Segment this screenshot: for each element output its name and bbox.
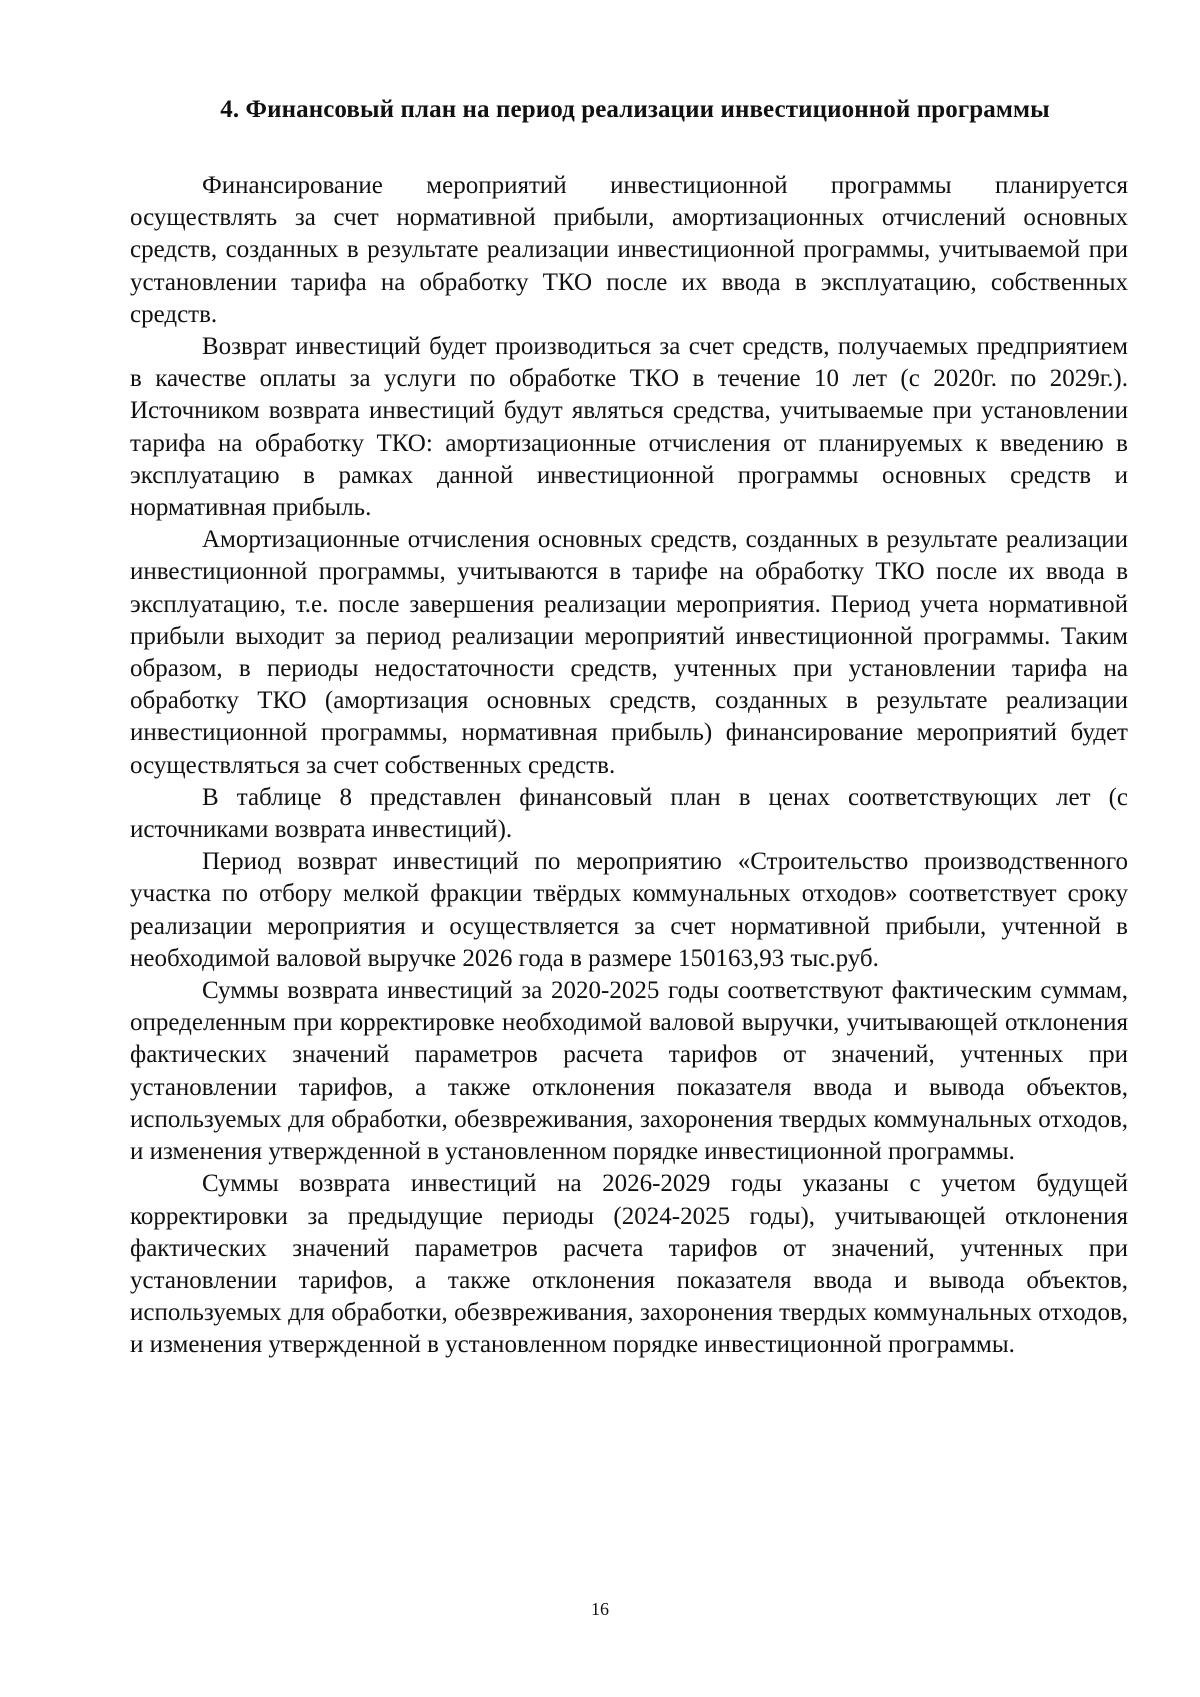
paragraph-return-period: Период возврат инвестиций по мероприятию «Строительство производственного участка по отбору мелкой фракции твёрдых коммунальных отходов» соответствует сроку реализации мероприятия и осуществляется за счет нормативной прибыли, учтенной в необходимой валовой выручке 2026 года в размере 150163,93 тыс.руб. <box>130 848 1128 972</box>
paragraph-financing-sources: Финансирование мероприятий инвестиционной программы планируется осуществлять за счет нормативной прибыли, амортизационных отчислений основных средств, созданных в результате реализации инвестиционной программы, учитываемой при установлении тарифа на обработку ТКО после их ввода в эксплуатацию, собственных средств. <box>130 172 1128 328</box>
body-text <box>130 170 1128 1362</box>
paragraph-return-2026-2029: Суммы возврата инвестиций на 2026-2029 годы указаны с учетом будущей корректировки за предыдущие периоды (2024-2025 годы), учитывающей отклонения фактических значений параметров расчета тарифов от значений, учтенных при установлении тарифов, а также отклонения показателя ввода и вывода объектов, используемых для обработки, обезвреживания, захоронения твердых коммунальных отходов, и изменения утвержденной в установленном порядке инвестиционной программы. <box>130 1170 1128 1359</box>
paragraph-investment-return: Возврат инвестиций будет производиться за счет средств, получаемых предприятием в качестве оплаты за услуги по обработке ТКО в течение 10 лет (с 2020г. по 2029г.). Источником возврата инвестиций будут являться средства, учитываемые при установлении тарифа на обработку ТКО: амортизационные отчисления от планируемых к введению в эксплуатацию в рамках данной инвестиционной программы основных средств и нормативная прибыль. <box>130 333 1128 522</box>
page-number: 16 <box>591 1599 609 1619</box>
paragraph-table-reference: В таблице 8 представлен финансовый план в ценах соответствующих лет (с источниками возврата инвестиций). <box>130 783 1128 844</box>
paragraph-depreciation: Амортизационные отчисления основных средств, созданных в результате реализации инвестиционной программы, учитываются в тарифе на обработку ТКО после их ввода в эксплуатацию, т.е. после завершения реализации мероприятия. Период учета нормативной прибыли выходит за период реализации мероприятий инвестиционной программы. Таким образом, в периоды недостаточности средств, учтенных при установлении тарифа на обработку ТКО (амортизация основных средств, созданных в результате реализации инвестиционной программы, нормативная прибыль) финансирование мероприятий будет осуществляться за счет собственных средств. <box>130 526 1128 779</box>
paragraph-return-2020-2025: Суммы возврата инвестиций за 2020-2025 годы соответствуют фактическим суммам, определенным при корректировке необходимой валовой выручки, учитывающей отклонения фактических значений параметров расчета тарифов от значений, учтенных при установлении тарифов, а также отклонения показателя ввода и вывода объектов, используемых для обработки, обезвреживания, захоронения твердых коммунальных отходов, и изменения утвержденной в установленном порядке инвестиционной программы. <box>130 977 1128 1166</box>
section-heading: 4. Финансовый план на период реализации инвестиционной программы <box>220 96 1050 123</box>
